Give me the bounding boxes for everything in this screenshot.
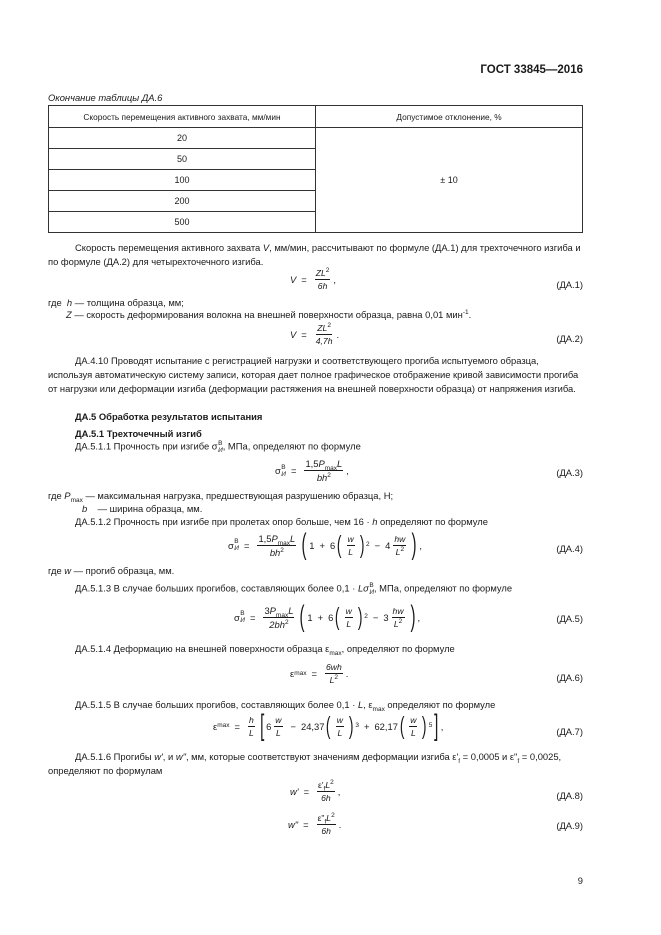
page-number: 9 — [577, 875, 583, 886]
table-header-speed: Скорость перемещения активного захвата, мм/мин — [49, 106, 316, 128]
table-row — [49, 128, 583, 149]
formula-da9: w" = $\frac{\varepsilon"_fL^2}{6h}$ . — [288, 812, 342, 836]
eq-number-da8: (ДА.8) — [556, 790, 583, 801]
definition-w: где w — прогиб образца, мм. — [48, 565, 175, 576]
table-cell-speed: 20 — [49, 128, 316, 149]
eq-number-da1: (ДА.1) — [556, 279, 583, 290]
paragraph-da5-1-4: ДА.5.1.4 Деформацию на внешней поверхности образца $\varepsilon_{max}$, определяют по формуле — [75, 643, 455, 657]
eq-number-da7: (ДА.7) — [556, 726, 583, 737]
formula-da5: σ В И = $\frac{3P_{max}L}{2bh^2}$ ( 1 + 6 ( $\frac{w}{L}$ ) 2 − 3 $\frac{hw}{L^2}$ ) , — [234, 600, 421, 633]
formula-da8: w' = $\frac{\varepsilon'_fL^2}{6h}$ , — [290, 779, 341, 803]
formula-da1: V = $\frac{ZL^2}{6h}$ , — [290, 267, 337, 291]
table-cell-speed: 100 — [49, 170, 316, 191]
paragraph-da5-1-2: ДА.5.1.2 Прочность при изгибе при пролетах опор больше, чем 16 · h определяют по формуле — [75, 516, 488, 527]
paragraph-da5-1-3: ДА.5.1.3 В случае больших прогибов, составляющих более 0,1 · Lσ В И , МПа, определяют по формуле — [75, 582, 513, 596]
definition-pmax: где $P_{max}$ — максимальная нагрузка, предшествующая разрушению образца, Н; — [48, 490, 394, 504]
speed-tolerance-table — [48, 105, 583, 233]
table-header-deviation: Допустимое отклонение, % — [316, 106, 583, 128]
eq-number-da5: (ДА.5) — [556, 613, 583, 624]
definition-h: где h — толщина образца, мм; — [48, 297, 184, 308]
paragraph-da5-1-1: ДА.5.1.1 Прочность при изгибе σ В И , МПа, определяют по формуле — [75, 440, 361, 454]
eq-number-da3: (ДА.3) — [556, 467, 583, 478]
table-caption: Окончание таблицы ДА.6 — [48, 92, 163, 103]
definition-b: b — ширина образца, мм. — [82, 503, 203, 514]
paragraph-speed: Скорость перемещения активного захвата V, мм/мин, рассчитывают по формуле (ДА.1) для трехточечного изгиба и по формуле (ДА.2) для четырехточечного изгиба. — [48, 242, 581, 267]
standard-number: ГОСТ 33845—2016 — [480, 64, 583, 76]
table-cell-deviation: ± 10 — [316, 128, 583, 233]
formula-da3: σ В И = $\frac{1,5P_{max}L}{bh^2}$ , — [275, 458, 349, 483]
formula-da4: σ В И = $\frac{1,5P_{max}L}{bh^2}$ ( 1 + 6 ( $\frac{w}{L}$ ) 2 − 4 $\frac{hw}{L^2}$ ) , — [228, 528, 422, 561]
eq-number-da6: (ДА.6) — [556, 672, 583, 683]
definition-z: Z — скорость деформирования волокна на внешней поверхности образца, равна 0,01 мин$^{-1}$. — [66, 308, 472, 320]
paragraph-da4-10: ДА.4.10 Проводят испытание с регистрацией нагрузки и соответствующего прогиба испытуемого образца, используя автоматическую систему записи, которая дает полное графическое отображение кривой зависимости прогиба от нагрузки или деформации изгиба (деформации растяжения на внешней поверхности образца) от напряжения изгиба. — [48, 355, 579, 394]
table-cell-speed: 50 — [49, 149, 316, 170]
formula-da2: V = $\frac{ZL^2}{4,7h}$ . — [290, 322, 340, 346]
heading-da5-1: ДА.5.1 Трехточечный изгиб — [75, 428, 202, 439]
eq-number-da9: (ДА.9) — [556, 820, 583, 831]
paragraph-da5-1-6: ДА.5.1.6 Прогибы w', и w", мм, которые соответствуют значениям деформации изгиба $\varepsilon'_f = 0,0005$ и $\varepsilon"_f = 0,0025$, определяют по формулам — [48, 751, 562, 776]
eq-number-da4: (ДА.4) — [556, 543, 583, 554]
paragraph-da5-1-5: ДА.5.1.5 В случае больших прогибов, составляющих более 0,1 · L, $\varepsilon_{max}$ определяют по формуле — [75, 699, 496, 713]
table-header-row — [49, 106, 583, 128]
table-cell-speed: 500 — [49, 212, 316, 233]
heading-da5: ДА.5 Обработка результатов испытания — [75, 411, 263, 422]
formula-da6: ε max = $\frac{6wh}{L^2}$ . — [290, 662, 349, 685]
formula-da7: ε max = $\frac{h}{L}$ [ 6 $\frac{w}{L}$ − 24,37 ( $\frac{w}{L}$ ) 3 + 62,17 ( $\frac{w}{L}$ ) 5 ] , — [213, 709, 444, 742]
eq-number-da2: (ДА.2) — [556, 333, 583, 344]
table-cell-speed: 200 — [49, 191, 316, 212]
